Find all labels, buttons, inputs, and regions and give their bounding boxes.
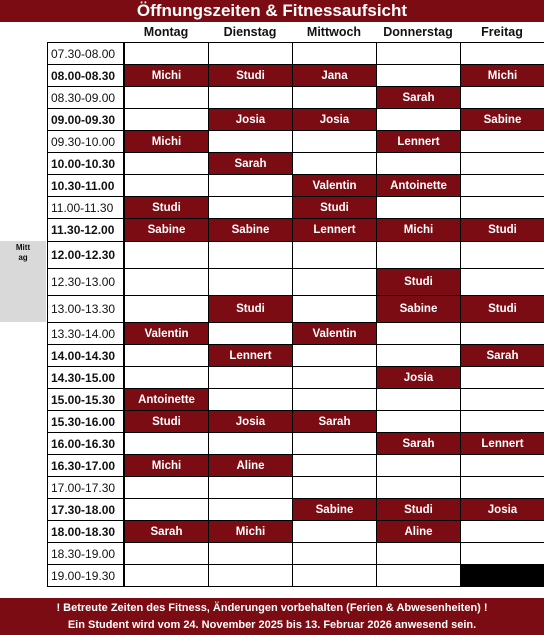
supervisor-cell: Sarah xyxy=(208,152,293,175)
day-header-1: Dienstag xyxy=(223,25,277,39)
time-slot-label: 19.00-19.30 xyxy=(47,564,124,587)
empty-cell xyxy=(292,344,377,367)
time-slot-label: 17.00-17.30 xyxy=(47,476,124,499)
empty-cell xyxy=(376,564,461,587)
time-slot-label: 14.30-15.00 xyxy=(47,366,124,389)
empty-cell xyxy=(124,152,209,175)
empty-cell xyxy=(460,454,544,477)
empty-cell xyxy=(208,196,293,219)
time-slot-label: 16.30-17.00 xyxy=(47,454,124,477)
empty-cell xyxy=(292,295,377,323)
empty-cell xyxy=(208,241,293,269)
supervisor-cell: Valentin xyxy=(292,174,377,197)
empty-cell xyxy=(460,366,544,389)
empty-cell xyxy=(208,86,293,109)
footer-line-2: Ein Student wird vom 24. November 2025 bis 13. Februar 2026 anwesend sein. xyxy=(67,619,477,631)
supervisor-cell: Studi xyxy=(376,268,461,296)
empty-cell xyxy=(124,241,209,269)
supervisor-cell: Studi xyxy=(208,64,293,87)
empty-cell xyxy=(460,241,544,269)
empty-cell xyxy=(292,476,377,499)
supervisor-cell: Sarah xyxy=(376,86,461,109)
empty-cell xyxy=(208,476,293,499)
time-slot-label: 13.00-13.30 xyxy=(47,295,124,323)
time-slot-label: 08.30-09.00 xyxy=(47,86,124,109)
supervisor-cell: Michi xyxy=(376,218,461,242)
empty-cell xyxy=(124,86,209,109)
empty-cell xyxy=(208,130,293,153)
time-slot-label: 07.30-08.00 xyxy=(47,42,124,65)
empty-cell xyxy=(292,366,377,389)
empty-cell xyxy=(292,454,377,477)
empty-cell xyxy=(376,241,461,269)
supervisor-cell: Studi xyxy=(124,196,209,219)
supervisor-cell: Studi xyxy=(124,410,209,433)
empty-cell xyxy=(124,344,209,367)
time-slot-label: 09.00-09.30 xyxy=(47,108,124,131)
empty-cell xyxy=(376,454,461,477)
empty-cell xyxy=(292,241,377,269)
supervisor-cell: Studi xyxy=(292,196,377,219)
supervisor-cell: Aline xyxy=(208,454,293,477)
empty-cell xyxy=(124,366,209,389)
empty-cell xyxy=(124,432,209,455)
empty-cell xyxy=(460,152,544,175)
time-slot-label: 16.00-16.30 xyxy=(47,432,124,455)
time-slot-label: 12.00-12.30 xyxy=(47,241,124,269)
time-slot-label: 18.00-18.30 xyxy=(47,520,124,543)
empty-cell xyxy=(460,476,544,499)
supervisor-cell: Lennert xyxy=(292,218,377,242)
empty-cell xyxy=(460,322,544,345)
footer-notice xyxy=(0,598,544,635)
supervisor-cell: Lennert xyxy=(460,432,544,455)
empty-cell xyxy=(460,86,544,109)
supervisor-cell: Studi xyxy=(376,498,461,521)
supervisor-cell: Josia xyxy=(208,108,293,131)
empty-cell xyxy=(376,64,461,87)
time-slot-label: 08.00-08.30 xyxy=(47,64,124,87)
supervisor-cell: Jana xyxy=(292,64,377,87)
page-title: Öffnungszeiten & Fitnessaufsicht xyxy=(0,0,544,22)
empty-cell xyxy=(208,322,293,345)
lunch-break-label: Mittag xyxy=(15,243,31,263)
empty-cell xyxy=(376,196,461,219)
empty-cell xyxy=(124,174,209,197)
empty-cell xyxy=(292,542,377,565)
blocked-cell xyxy=(460,564,544,587)
empty-cell xyxy=(460,520,544,543)
time-slot-label: 11.00-11.30 xyxy=(47,196,124,219)
time-slot-label: 11.30-12.00 xyxy=(47,218,124,242)
supervisor-cell: Antoinette xyxy=(124,388,209,411)
empty-cell xyxy=(124,295,209,323)
empty-cell xyxy=(124,542,209,565)
supervisor-cell: Lennert xyxy=(376,130,461,153)
empty-cell xyxy=(292,86,377,109)
empty-cell xyxy=(460,42,544,65)
time-slot-label: 12.30-13.00 xyxy=(47,268,124,296)
supervisor-cell: Michi xyxy=(208,520,293,543)
supervisor-cell: Sabine xyxy=(292,498,377,521)
empty-cell xyxy=(124,564,209,587)
time-slot-label: 17.30-18.00 xyxy=(47,498,124,521)
supervisor-cell: Sarah xyxy=(124,520,209,543)
day-header-0: Montag xyxy=(143,25,189,39)
empty-cell xyxy=(460,196,544,219)
time-slot-label: 14.00-14.30 xyxy=(47,344,124,367)
empty-cell xyxy=(208,174,293,197)
empty-cell xyxy=(292,268,377,296)
empty-cell xyxy=(460,542,544,565)
empty-cell xyxy=(460,174,544,197)
supervisor-cell: Valentin xyxy=(292,322,377,345)
empty-cell xyxy=(124,498,209,521)
empty-cell xyxy=(292,130,377,153)
supervisor-cell: Studi xyxy=(208,295,293,323)
supervisor-cell: Josia xyxy=(460,498,544,521)
supervisor-cell: Sarah xyxy=(292,410,377,433)
empty-cell xyxy=(376,344,461,367)
time-slot-label: 09.30-10.00 xyxy=(47,130,124,153)
supervisor-cell: Josia xyxy=(292,108,377,131)
supervisor-cell: Sarah xyxy=(460,344,544,367)
empty-cell xyxy=(292,152,377,175)
empty-cell xyxy=(292,520,377,543)
footer-line-1: ! Betreute Zeiten des Fitness, Änderungen vorbehalten (Ferien & Abwesenheiten) ! xyxy=(56,602,488,614)
empty-cell xyxy=(460,410,544,433)
empty-cell xyxy=(376,476,461,499)
supervisor-cell: Michi xyxy=(124,454,209,477)
empty-cell xyxy=(124,42,209,65)
supervisor-cell: Aline xyxy=(376,520,461,543)
supervisor-cell: Studi xyxy=(460,295,544,323)
empty-cell xyxy=(208,542,293,565)
supervisor-cell: Lennert xyxy=(208,344,293,367)
day-header-3: Donnerstag xyxy=(383,25,453,39)
supervisor-cell: Sabine xyxy=(208,218,293,242)
empty-cell xyxy=(124,268,209,296)
empty-cell xyxy=(208,388,293,411)
supervisor-cell: Michi xyxy=(124,130,209,153)
empty-cell xyxy=(292,388,377,411)
supervisor-cell: Valentin xyxy=(124,322,209,345)
supervisor-cell: Josia xyxy=(376,366,461,389)
time-slot-label: 18.30-19.00 xyxy=(47,542,124,565)
supervisor-cell: Sabine xyxy=(460,108,544,131)
supervisor-cell: Michi xyxy=(124,64,209,87)
empty-cell xyxy=(376,388,461,411)
empty-cell xyxy=(376,108,461,131)
empty-cell xyxy=(376,152,461,175)
supervisor-cell: Antoinette xyxy=(376,174,461,197)
time-slot-label: 10.00-10.30 xyxy=(47,152,124,175)
time-slot-label: 13.30-14.00 xyxy=(47,322,124,345)
empty-cell xyxy=(208,268,293,296)
empty-cell xyxy=(376,410,461,433)
day-header-4: Freitag xyxy=(481,25,523,39)
supervisor-cell: Sabine xyxy=(124,218,209,242)
empty-cell xyxy=(376,322,461,345)
empty-cell xyxy=(292,432,377,455)
supervisor-cell: Josia xyxy=(208,410,293,433)
empty-cell xyxy=(376,42,461,65)
empty-cell xyxy=(208,432,293,455)
empty-cell xyxy=(208,366,293,389)
empty-cell xyxy=(460,268,544,296)
day-header-2: Mittwoch xyxy=(306,25,362,39)
empty-cell xyxy=(460,388,544,411)
empty-cell xyxy=(208,498,293,521)
supervisor-cell: Michi xyxy=(460,64,544,87)
empty-cell xyxy=(124,108,209,131)
empty-cell xyxy=(376,542,461,565)
time-slot-label: 15.00-15.30 xyxy=(47,388,124,411)
empty-cell xyxy=(292,564,377,587)
empty-cell xyxy=(292,42,377,65)
empty-cell xyxy=(460,130,544,153)
empty-cell xyxy=(208,564,293,587)
time-slot-label: 15.30-16.00 xyxy=(47,410,124,433)
empty-cell xyxy=(124,476,209,499)
time-slot-label: 10.30-11.00 xyxy=(47,174,124,197)
supervisor-cell: Sarah xyxy=(376,432,461,455)
empty-cell xyxy=(208,42,293,65)
supervisor-cell: Studi xyxy=(460,218,544,242)
supervisor-cell: Sabine xyxy=(376,295,461,323)
